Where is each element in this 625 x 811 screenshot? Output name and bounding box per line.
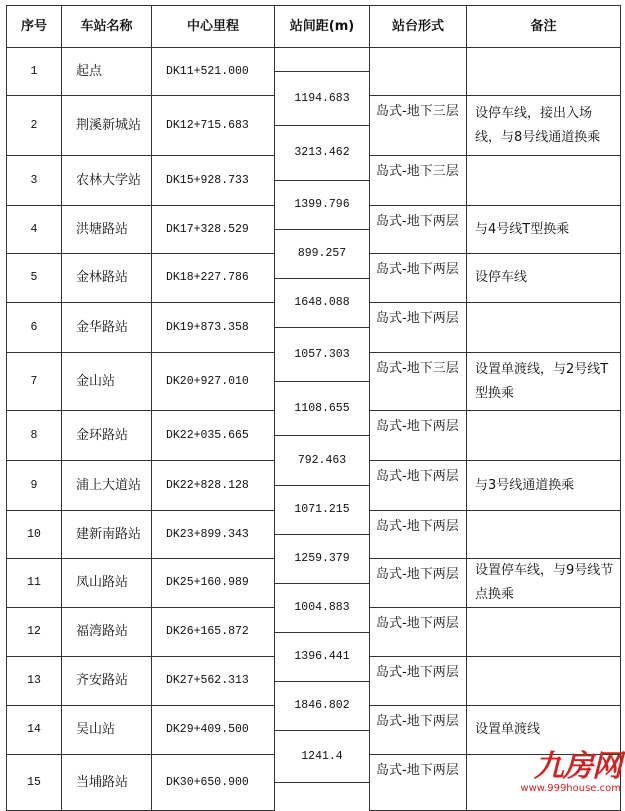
row-index (6, 410, 62, 461)
station-name-text: 金环路站 (76, 427, 129, 443)
platform-type (369, 253, 467, 303)
watermark-url: www.999house.com (520, 783, 621, 794)
station-distance-text: 792.463 (297, 453, 347, 467)
station-name-text: 金山站 (76, 373, 116, 389)
center-mileage-text: DK30+650.900 (166, 775, 249, 789)
platform-type-text: 岛式-地下两层 (376, 262, 459, 277)
platform-type (369, 460, 467, 511)
center-mileage-text: DK27+562.313 (166, 674, 249, 687)
center-mileage (151, 607, 275, 657)
row-index (6, 754, 62, 811)
watermark-logo: 九房网 (534, 749, 621, 784)
station-distance (274, 583, 370, 633)
platform-type-text: 岛式-地下三层 (376, 361, 459, 376)
center-mileage (151, 253, 275, 303)
station-distance-text: 1259.379 (294, 552, 350, 565)
remark (466, 656, 621, 706)
row-index-text: 1 (30, 64, 38, 78)
platform-type (369, 656, 467, 706)
center-mileage-text: DK20+927.010 (166, 374, 249, 388)
station-distance (274, 534, 370, 584)
station-name-text: 起点 (76, 63, 103, 79)
station-name (61, 510, 152, 559)
station-name (61, 754, 152, 811)
row-index-text: 15 (27, 775, 41, 789)
center-mileage (151, 352, 275, 411)
center-mileage (151, 754, 275, 811)
station-name (61, 253, 152, 303)
remark (466, 558, 621, 608)
remark (466, 352, 621, 411)
station-name-text: 齐安路站 (76, 673, 129, 688)
row-index-text: 12 (27, 625, 41, 638)
platform-type-text: 岛式-地下两层 (376, 665, 459, 680)
header-index (6, 5, 62, 48)
platform-type (369, 155, 467, 206)
header-remark (466, 5, 621, 48)
platform-type-text: 岛式-地下两层 (376, 419, 459, 434)
center-mileage-text: DK12+715.683 (166, 118, 249, 132)
header-platform (369, 5, 467, 48)
platform-type-text: 岛式-地下两层 (376, 469, 459, 484)
remark-text: 设停车线 (475, 270, 528, 285)
station-name (61, 155, 152, 206)
remark (466, 705, 621, 755)
station-distance-text: 1057.303 (294, 347, 350, 361)
row-index (6, 253, 62, 303)
station-name-text: 荆溪新城站 (76, 117, 142, 133)
row-index (6, 460, 62, 511)
station-distance (274, 485, 370, 535)
remark (466, 155, 621, 206)
station-name (61, 460, 152, 511)
center-mileage-text: DK29+409.500 (166, 723, 249, 736)
header-distance-text: 站间距(m) (289, 18, 355, 34)
row-index (6, 205, 62, 254)
station-distance (274, 278, 370, 328)
center-mileage (151, 410, 275, 461)
station-name (61, 205, 152, 254)
platform-type (369, 607, 467, 657)
header-remark-text: 备注 (530, 18, 557, 34)
row-index-text: 10 (27, 527, 41, 541)
center-mileage (151, 510, 275, 559)
remark (466, 410, 621, 461)
platform-type-text: 岛式-地下三层 (376, 104, 459, 119)
platform-type-text: 岛式-地下两层 (376, 567, 459, 582)
center-mileage-text: DK23+899.343 (166, 527, 249, 541)
station-name-text: 福湾路站 (76, 624, 129, 639)
station-distance (274, 327, 370, 382)
station-distance-text: 1241.4 (301, 749, 343, 763)
station-distance-text: 1396.441 (294, 650, 350, 663)
remark (466, 754, 621, 811)
station-distance-text: 1004.883 (294, 601, 350, 614)
remark (466, 510, 621, 559)
row-index (6, 607, 62, 657)
row-index-text: 13 (27, 674, 41, 687)
center-mileage (151, 656, 275, 706)
center-mileage (151, 460, 275, 511)
station-name-text: 吴山站 (76, 722, 116, 737)
header-station-name (61, 5, 152, 48)
row-index-text: 3 (30, 173, 38, 187)
station-distance-text: 1648.088 (294, 296, 350, 309)
platform-type (369, 205, 467, 254)
distance-blank (274, 47, 370, 72)
station-distance-text: 3213.462 (294, 146, 350, 159)
station-name-text: 农林大学站 (76, 172, 142, 188)
center-mileage (151, 95, 275, 156)
row-index-text: 5 (30, 271, 38, 284)
header-distance (274, 5, 370, 48)
row-index (6, 510, 62, 559)
station-distance (274, 730, 370, 783)
station-distance (274, 71, 370, 126)
center-mileage-text: DK15+928.733 (166, 173, 249, 187)
platform-type (369, 47, 467, 96)
row-index (6, 47, 62, 96)
remark (466, 95, 621, 156)
station-distance-text: 899.257 (297, 247, 347, 260)
station-name (61, 47, 152, 96)
row-index-text: 2 (30, 118, 38, 132)
station-distance-text: 1071.215 (294, 503, 350, 516)
row-index-text: 11 (27, 576, 41, 589)
platform-type (369, 754, 467, 811)
station-distance (274, 381, 370, 436)
platform-type (369, 558, 467, 608)
station-name (61, 410, 152, 461)
platform-type-text: 岛式-地下两层 (376, 714, 459, 729)
row-index-text: 4 (30, 222, 38, 236)
row-index (6, 705, 62, 755)
station-name-text: 洪塘路站 (76, 221, 129, 237)
remark (466, 205, 621, 254)
center-mileage-text: DK22+828.128 (166, 478, 249, 492)
center-mileage (151, 558, 275, 608)
platform-type-text: 岛式-地下两层 (376, 311, 459, 326)
remark-text: 设置停车线，与9号线节点换乘 (475, 563, 614, 602)
station-name-text: 当埔路站 (76, 774, 129, 790)
station-distance (274, 180, 370, 230)
remark (466, 302, 621, 353)
station-distance (274, 435, 370, 486)
header-platform-text: 站台形式 (391, 18, 444, 34)
center-mileage (151, 205, 275, 254)
row-index-text: 9 (30, 478, 38, 492)
platform-type (369, 410, 467, 461)
center-mileage (151, 155, 275, 206)
header-mileage-text: 中心里程 (186, 18, 239, 34)
center-mileage-text: DK22+035.665 (166, 428, 249, 442)
station-name (61, 607, 152, 657)
center-mileage (151, 705, 275, 755)
row-index-text: 8 (30, 428, 38, 442)
platform-type-text: 岛式-地下两层 (376, 763, 459, 778)
platform-type-text: 岛式-地下三层 (376, 164, 459, 179)
row-index (6, 656, 62, 706)
row-index-text: 7 (30, 374, 38, 388)
remark-text: 与4号线T型换乘 (475, 221, 570, 237)
station-distance (274, 125, 370, 181)
station-distance (274, 632, 370, 682)
center-mileage-text: DK19+873.358 (166, 320, 249, 334)
station-name (61, 558, 152, 608)
remark-text: 设置单渡线 (475, 722, 541, 737)
row-index-text: 14 (27, 723, 41, 736)
platform-type (369, 302, 467, 353)
station-distance-text: 1194.683 (294, 91, 350, 105)
center-mileage-text: DK25+160.989 (166, 576, 249, 589)
remark-text: 设停车线，接出入场线，与8号线通道换乘 (475, 105, 601, 145)
row-index (6, 352, 62, 411)
platform-type (369, 705, 467, 755)
platform-type-text: 岛式-地下两层 (376, 214, 459, 229)
platform-type (369, 352, 467, 411)
station-distance-text: 1108.655 (294, 401, 350, 415)
center-mileage (151, 47, 275, 96)
station-name-text: 金华路站 (76, 319, 129, 335)
station-name (61, 302, 152, 353)
row-index (6, 95, 62, 156)
station-name (61, 705, 152, 755)
header-mileage (151, 5, 275, 48)
remark (466, 607, 621, 657)
station-name-text: 建新南路站 (76, 526, 142, 542)
center-mileage-text: DK17+328.529 (166, 222, 249, 236)
row-index (6, 155, 62, 206)
center-mileage-text: DK11+521.000 (166, 64, 249, 78)
station-distance-text: 1846.802 (294, 699, 350, 712)
row-index (6, 302, 62, 353)
station-name-text: 浦上大道站 (76, 477, 142, 493)
platform-type (369, 510, 467, 559)
remark-text: 设置单渡线，与2号线T型换乘 (475, 361, 609, 401)
station-distance (274, 229, 370, 279)
station-name-text: 金林路站 (76, 270, 129, 285)
header-index-text: 序号 (20, 18, 47, 34)
remark (466, 460, 621, 511)
remark (466, 253, 621, 303)
platform-type-text: 岛式-地下两层 (376, 519, 459, 534)
center-mileage (151, 302, 275, 353)
platform-type (369, 95, 467, 156)
platform-type-text: 岛式-地下两层 (376, 616, 459, 631)
station-distance (274, 681, 370, 731)
station-name (61, 656, 152, 706)
remark-text: 与3号线通道换乘 (475, 477, 575, 493)
center-mileage-text: DK18+227.786 (166, 271, 249, 284)
header-station-name-text: 车站名称 (80, 18, 133, 34)
center-mileage-text: DK26+165.872 (166, 625, 249, 638)
station-name (61, 352, 152, 411)
station-distance-text: 1399.796 (294, 198, 350, 211)
station-name (61, 95, 152, 156)
row-index (6, 558, 62, 608)
row-index-text: 6 (30, 320, 38, 334)
remark (466, 47, 621, 96)
station-name-text: 凤山路站 (76, 575, 129, 590)
